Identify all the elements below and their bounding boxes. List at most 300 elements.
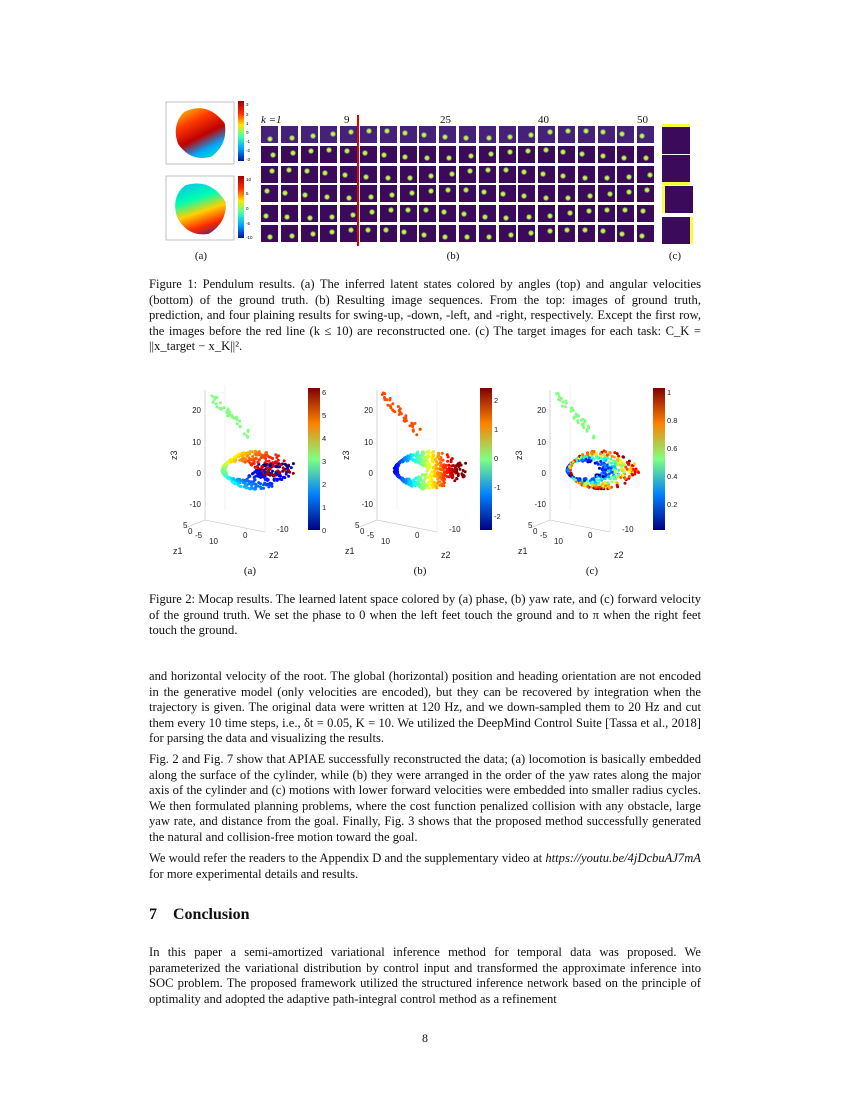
pendulum-frame xyxy=(281,166,298,183)
pendulum-bob xyxy=(622,207,628,213)
colorbar-tick-label: 0.8 xyxy=(667,416,678,425)
pendulum-bob xyxy=(346,195,352,201)
z2-tick-label: 10 xyxy=(209,537,218,546)
scatter-point xyxy=(426,456,429,459)
svg-text:0: 0 xyxy=(246,206,249,211)
scatter-point xyxy=(292,462,295,465)
section-heading xyxy=(149,906,249,924)
pendulum-frame xyxy=(538,126,555,143)
scatter-point xyxy=(396,463,399,466)
figure-1-caption: Figure 1: Pendulum results. (a) The inferred latent states colored by angles (top) and angular velocities (bottom) of the ground truth. (b) Resulting image sequences. From the top: images of ground truth, prediction, and four plaining results for swing-up, -down, -left, and -right, respectively. Except the first row, the images before the red line (k ≤ 10) are reconstructed one. (c) The target images for each task: C_K = ||x_target − x_K||². xyxy=(149,277,701,354)
scatter-point xyxy=(597,482,600,485)
scatter-point xyxy=(386,404,389,407)
fig2-plots xyxy=(160,380,700,560)
scatter-point xyxy=(600,478,603,481)
scatter-point xyxy=(458,462,461,465)
scatter-point xyxy=(287,464,290,467)
body-paragraph-1: and horizontal velocity of the root. The global (horizontal) position and heading orientation are not encoded in the generative model (only velocities are encoded), but they can be recovered by integration when the trajectory is given. The original data were written at 120 Hz, and we down-sampled them to 20 Hz and cut them every 10 time steps, i.e., δt = 0.05, K = 10. We utilized the DeepMind Control Suite [Tassa et al., 2018] for parsing the data and visualizing the results. xyxy=(149,669,701,746)
pendulum-bob xyxy=(626,189,632,195)
fig1c-target-images xyxy=(662,124,692,246)
scatter-point xyxy=(237,479,240,482)
svg-text:-10: -10 xyxy=(246,235,253,240)
scatter-point xyxy=(264,454,267,457)
pendulum-frame xyxy=(598,126,615,143)
pendulum-bob xyxy=(350,212,356,218)
scatter-point xyxy=(613,462,616,465)
colorbar-tick-label: 1 xyxy=(494,425,499,434)
scatter-point xyxy=(432,454,435,457)
pendulum-frame xyxy=(598,185,615,202)
pendulum-frame xyxy=(558,225,575,242)
scatter-point xyxy=(273,479,276,482)
pendulum-frame xyxy=(320,205,337,222)
scatter-point xyxy=(447,455,450,458)
pendulum-bob xyxy=(263,213,269,219)
pendulum-frame xyxy=(538,146,555,163)
pendulum-bob xyxy=(587,193,593,199)
colorbar-tick-label: 5 xyxy=(322,411,327,420)
pendulum-bob xyxy=(308,148,314,154)
scatter-point xyxy=(437,473,440,476)
scatter-point xyxy=(429,473,432,476)
scatter-point xyxy=(415,433,418,436)
scatter-point xyxy=(457,472,460,475)
scatter-point xyxy=(244,461,247,464)
fig1b-red-line xyxy=(357,115,359,246)
scatter-point xyxy=(265,477,268,480)
scatter-point xyxy=(266,466,269,469)
scatter-point xyxy=(262,483,265,486)
scatter-point xyxy=(393,410,396,413)
scatter-point xyxy=(614,460,617,463)
scatter-point xyxy=(581,459,584,462)
scatter-point xyxy=(409,424,412,427)
pendulum-frame xyxy=(281,146,298,163)
scatter-point xyxy=(584,458,587,461)
scatter-point xyxy=(628,475,631,478)
scatter-point xyxy=(237,453,240,456)
pendulum-frame xyxy=(617,185,634,202)
pendulum-frame xyxy=(578,166,595,183)
pendulum-bob xyxy=(526,214,532,220)
colorbar-tick-label: 1 xyxy=(322,503,327,512)
scatter-point xyxy=(274,460,277,463)
pendulum-bob xyxy=(543,147,549,153)
scatter-point xyxy=(631,474,634,477)
pendulum-frame xyxy=(479,185,496,202)
z1-axis-label: z1 xyxy=(518,546,528,556)
pendulum-frame xyxy=(419,225,436,242)
pendulum-bob xyxy=(344,148,350,154)
z2-tick-label: 10 xyxy=(554,537,563,546)
fig1b-k-label-40: 40 xyxy=(538,114,549,126)
z3-tick-label: 0 xyxy=(196,469,201,478)
scatter-point xyxy=(253,476,256,479)
pendulum-bob xyxy=(269,168,275,174)
pendulum-bob xyxy=(565,128,571,134)
scatter-point xyxy=(278,471,281,474)
scatter-point xyxy=(592,458,595,461)
pendulum-bob xyxy=(423,207,429,213)
colorbar-tick-label: 2 xyxy=(322,480,327,489)
pendulum-bob xyxy=(449,171,455,177)
scatter-point xyxy=(604,468,607,471)
pendulum-frame xyxy=(301,126,318,143)
scatter-point xyxy=(604,450,607,453)
scatter-point xyxy=(214,396,217,399)
fig1b-k-label-9: 9 xyxy=(344,114,350,126)
scatter-point xyxy=(592,437,595,440)
pendulum-frame xyxy=(380,185,397,202)
pendulum-bob xyxy=(643,155,649,161)
scatter-point xyxy=(450,459,453,462)
scatter-point xyxy=(610,476,613,479)
svg-text:5: 5 xyxy=(246,191,249,196)
pendulum-frame xyxy=(360,126,377,143)
scatter-point xyxy=(427,450,430,453)
pendulum-frame xyxy=(261,126,278,143)
scatter-point xyxy=(210,395,213,398)
scatter-point xyxy=(570,410,573,413)
scatter-point xyxy=(561,401,564,404)
scatter-point xyxy=(610,462,613,465)
pendulum-frame xyxy=(400,205,417,222)
scatter-point xyxy=(431,479,434,482)
pendulum-bob xyxy=(446,155,452,161)
pendulum-frame xyxy=(281,225,298,242)
pendulum-bob xyxy=(503,215,509,221)
scatter-point xyxy=(282,466,285,469)
fig1a-bottom-scatter xyxy=(160,174,240,244)
scatter-point xyxy=(429,466,432,469)
pendulum-frame xyxy=(518,166,535,183)
z1-tick-label: -5 xyxy=(195,531,203,540)
pendulum-frame xyxy=(518,225,535,242)
z2-axis-label: z2 xyxy=(269,550,279,560)
scatter-point xyxy=(260,465,263,468)
scatter-point xyxy=(596,456,599,459)
pendulum-frame xyxy=(301,225,318,242)
scatter-point xyxy=(607,475,610,478)
scatter-point xyxy=(268,460,271,463)
scatter-point xyxy=(224,471,227,474)
pendulum-frame xyxy=(261,146,278,163)
pendulum-bob xyxy=(409,190,415,196)
pendulum-frame xyxy=(499,126,516,143)
scatter-point xyxy=(580,456,583,459)
z3-tick-label: 0 xyxy=(541,469,546,478)
scatter-point xyxy=(628,460,631,463)
pendulum-bob xyxy=(363,174,369,180)
scatter-point xyxy=(255,453,258,456)
pendulum-frame xyxy=(320,146,337,163)
scatter-point xyxy=(606,481,609,484)
svg-text:-5: -5 xyxy=(246,221,251,226)
pendulum-bob xyxy=(547,129,553,135)
pendulum-frame xyxy=(419,185,436,202)
scatter-point xyxy=(576,419,579,422)
pendulum-bob xyxy=(428,188,434,194)
z1-tick-label: 5 xyxy=(183,521,188,530)
scatter-point xyxy=(435,486,438,489)
pendulum-frame xyxy=(340,166,357,183)
colorbar-tick-label: -1 xyxy=(494,483,501,492)
scatter-point xyxy=(258,469,261,472)
pendulum-bob xyxy=(402,154,408,160)
pendulum-bob xyxy=(421,232,427,238)
scatter-point xyxy=(253,479,256,482)
pendulum-bob xyxy=(270,152,276,158)
scatter-point xyxy=(267,470,270,473)
scatter-point xyxy=(434,458,437,461)
pendulum-bob xyxy=(543,195,549,201)
z1-tick-label: 0 xyxy=(360,527,365,536)
pendulum-bob xyxy=(302,192,308,198)
pendulum-frame xyxy=(380,166,397,183)
scatter-point xyxy=(611,455,614,458)
scatter-point xyxy=(431,484,434,487)
scatter-point xyxy=(464,462,467,465)
scatter-point xyxy=(430,459,433,462)
pendulum-frame xyxy=(380,146,397,163)
pendulum-bob xyxy=(639,233,645,239)
scatter-point xyxy=(246,479,249,482)
scatter-point xyxy=(260,456,263,459)
pendulum-frame xyxy=(598,205,615,222)
pendulum-frame xyxy=(360,185,377,202)
pendulum-frame xyxy=(439,146,456,163)
pendulum-frame xyxy=(360,146,377,163)
scatter-point xyxy=(399,411,402,414)
pendulum-frame xyxy=(400,225,417,242)
pendulum-frame xyxy=(499,166,516,183)
colorbar-tick-label: 4 xyxy=(322,434,327,443)
pendulum-bob xyxy=(388,207,394,213)
scatter-point xyxy=(572,460,575,463)
scatter-point xyxy=(227,477,230,480)
pendulum-bob xyxy=(540,171,546,177)
scatter-point xyxy=(212,401,215,404)
scatter-point xyxy=(401,459,404,462)
scatter-point xyxy=(283,476,286,479)
pendulum-frame xyxy=(419,205,436,222)
scatter-point xyxy=(411,458,414,461)
pendulum-frame xyxy=(598,146,615,163)
fig1a-top-colorbar-ticks xyxy=(245,99,257,165)
scatter-point xyxy=(265,472,268,475)
scatter-point xyxy=(610,471,613,474)
target-swing-up xyxy=(662,124,690,154)
scatter-point xyxy=(402,479,405,482)
scatter-point xyxy=(597,463,600,466)
scatter-point xyxy=(582,424,585,427)
pendulum-bob xyxy=(503,167,509,173)
pendulum-frame xyxy=(301,205,318,222)
z3-axis-label: z3 xyxy=(341,450,351,460)
scatter-point xyxy=(226,414,229,417)
scatter-point xyxy=(583,478,586,481)
scatter-point xyxy=(448,475,451,478)
pendulum-frame xyxy=(578,185,595,202)
pendulum-frame xyxy=(558,205,575,222)
pendulum-bob xyxy=(369,209,375,215)
svg-text:1: 1 xyxy=(246,121,249,126)
scatter-point xyxy=(279,478,282,481)
scatter-point xyxy=(250,463,253,466)
scatter-point xyxy=(587,459,590,462)
scatter-point xyxy=(272,465,275,468)
pendulum-bob xyxy=(401,229,407,235)
pendulum-bob xyxy=(389,192,395,198)
video-link[interactable]: https://youtu.be/4jDcbuAJ7mA xyxy=(545,851,701,865)
colorbar xyxy=(308,388,320,530)
pendulum-frame xyxy=(340,205,357,222)
pendulum-frame xyxy=(459,146,476,163)
pendulum-frame xyxy=(360,225,377,242)
pendulum-bob xyxy=(582,175,588,181)
pendulum-frame xyxy=(637,146,654,163)
scatter-point xyxy=(566,468,569,471)
scatter-point xyxy=(422,450,425,453)
scatter-point xyxy=(417,461,420,464)
scatter-point xyxy=(430,452,433,455)
scatter-point xyxy=(230,414,233,417)
scatter-point xyxy=(462,475,465,478)
pendulum-bob xyxy=(326,147,332,153)
pendulum-bob xyxy=(560,149,566,155)
pendulum-bob xyxy=(289,135,295,141)
scatter-point xyxy=(418,485,421,488)
scatter-point xyxy=(613,475,616,478)
scatter-point xyxy=(265,460,268,463)
fig1b-k-label-1: k =1 xyxy=(261,114,282,126)
pendulum-bob xyxy=(289,233,295,239)
pendulum-frame xyxy=(380,205,397,222)
scatter-point xyxy=(418,476,421,479)
scatter-point xyxy=(257,461,260,464)
scatter-point xyxy=(419,428,422,431)
scatter-point xyxy=(440,483,443,486)
scatter-point xyxy=(610,480,613,483)
scatter-point xyxy=(444,474,447,477)
pendulum-bob xyxy=(304,168,310,174)
z1-tick-label: 0 xyxy=(533,527,538,536)
scatter-point xyxy=(620,467,623,470)
pendulum-bob xyxy=(424,155,430,161)
scatter-point xyxy=(586,485,589,488)
scatter-point xyxy=(606,454,609,457)
pendulum-frame xyxy=(439,205,456,222)
scatter-point xyxy=(617,459,620,462)
scatter-point xyxy=(433,473,436,476)
scatter-point xyxy=(436,478,439,481)
pendulum-bob xyxy=(405,207,411,213)
scatter-point xyxy=(397,405,400,408)
pendulum-bob xyxy=(507,134,513,140)
scatter-point xyxy=(569,466,572,469)
scatter-point xyxy=(567,472,570,475)
pendulum-frame xyxy=(637,185,654,202)
scatter-point xyxy=(269,464,272,467)
pendulum-bob xyxy=(463,187,469,193)
scatter-point xyxy=(243,433,246,436)
scatter-point xyxy=(440,464,443,467)
z3-axis-label: z3 xyxy=(514,450,524,460)
scatter-point xyxy=(267,485,270,488)
pendulum-bob xyxy=(385,175,391,181)
scatter-point xyxy=(455,464,458,467)
scatter-point xyxy=(442,480,445,483)
scatter-point xyxy=(436,455,439,458)
svg-text:-3: -3 xyxy=(246,157,251,162)
scatter-point xyxy=(414,484,417,487)
z1-tick-label: -5 xyxy=(540,531,548,540)
pendulum-bob xyxy=(407,175,413,181)
scatter-point xyxy=(215,405,218,408)
scatter-point xyxy=(223,406,226,409)
pendulum-frame xyxy=(439,225,456,242)
pendulum-frame xyxy=(340,185,357,202)
scatter-point xyxy=(602,475,605,478)
scatter-point xyxy=(250,458,253,461)
scatter-point xyxy=(627,462,630,465)
scatter-point xyxy=(443,463,446,466)
pendulum-bob xyxy=(368,194,374,200)
pendulum-frame xyxy=(598,166,615,183)
pendulum-bob xyxy=(468,153,474,159)
scatter-point xyxy=(559,399,562,402)
scatter-point xyxy=(580,482,583,485)
fig1-sublabel-c: (c) xyxy=(668,250,682,262)
scatter-point xyxy=(596,478,599,481)
z2-tick-label: -10 xyxy=(449,525,461,534)
scatter-point xyxy=(268,467,271,470)
pendulum-bob xyxy=(421,132,427,138)
pendulum-frame xyxy=(578,146,595,163)
pendulum-frame xyxy=(558,166,575,183)
pendulum-bob xyxy=(528,230,534,236)
scatter-point xyxy=(564,405,567,408)
scatter-point xyxy=(575,415,578,418)
scatter-point xyxy=(395,470,398,473)
z1-tick-label: 5 xyxy=(355,521,360,530)
scatter-point xyxy=(428,476,431,479)
pendulum-frame xyxy=(459,185,476,202)
z3-tick-label: -10 xyxy=(361,500,373,509)
scatter-point xyxy=(617,469,620,472)
scatter-point xyxy=(249,450,252,453)
scatter-point xyxy=(595,453,598,456)
pendulum-frame xyxy=(340,225,357,242)
pendulum-bob xyxy=(342,172,348,178)
pendulum-bob xyxy=(547,228,553,234)
colorbar-tick-label: 0.2 xyxy=(667,500,678,509)
scatter-point xyxy=(622,474,625,477)
pendulum-bob xyxy=(442,234,448,240)
scatter-point xyxy=(574,478,577,481)
scatter-point xyxy=(581,453,584,456)
z3-tick-label: -10 xyxy=(534,500,546,509)
scatter-point xyxy=(403,419,406,422)
pendulum-bob xyxy=(488,151,494,157)
scatter-point xyxy=(250,486,253,489)
pendulum-frame xyxy=(439,166,456,183)
pendulum-bob xyxy=(564,227,570,233)
target-right xyxy=(662,217,693,244)
pendulum-frame xyxy=(538,185,555,202)
scatter-point xyxy=(238,425,241,428)
scatter-point xyxy=(239,479,242,482)
